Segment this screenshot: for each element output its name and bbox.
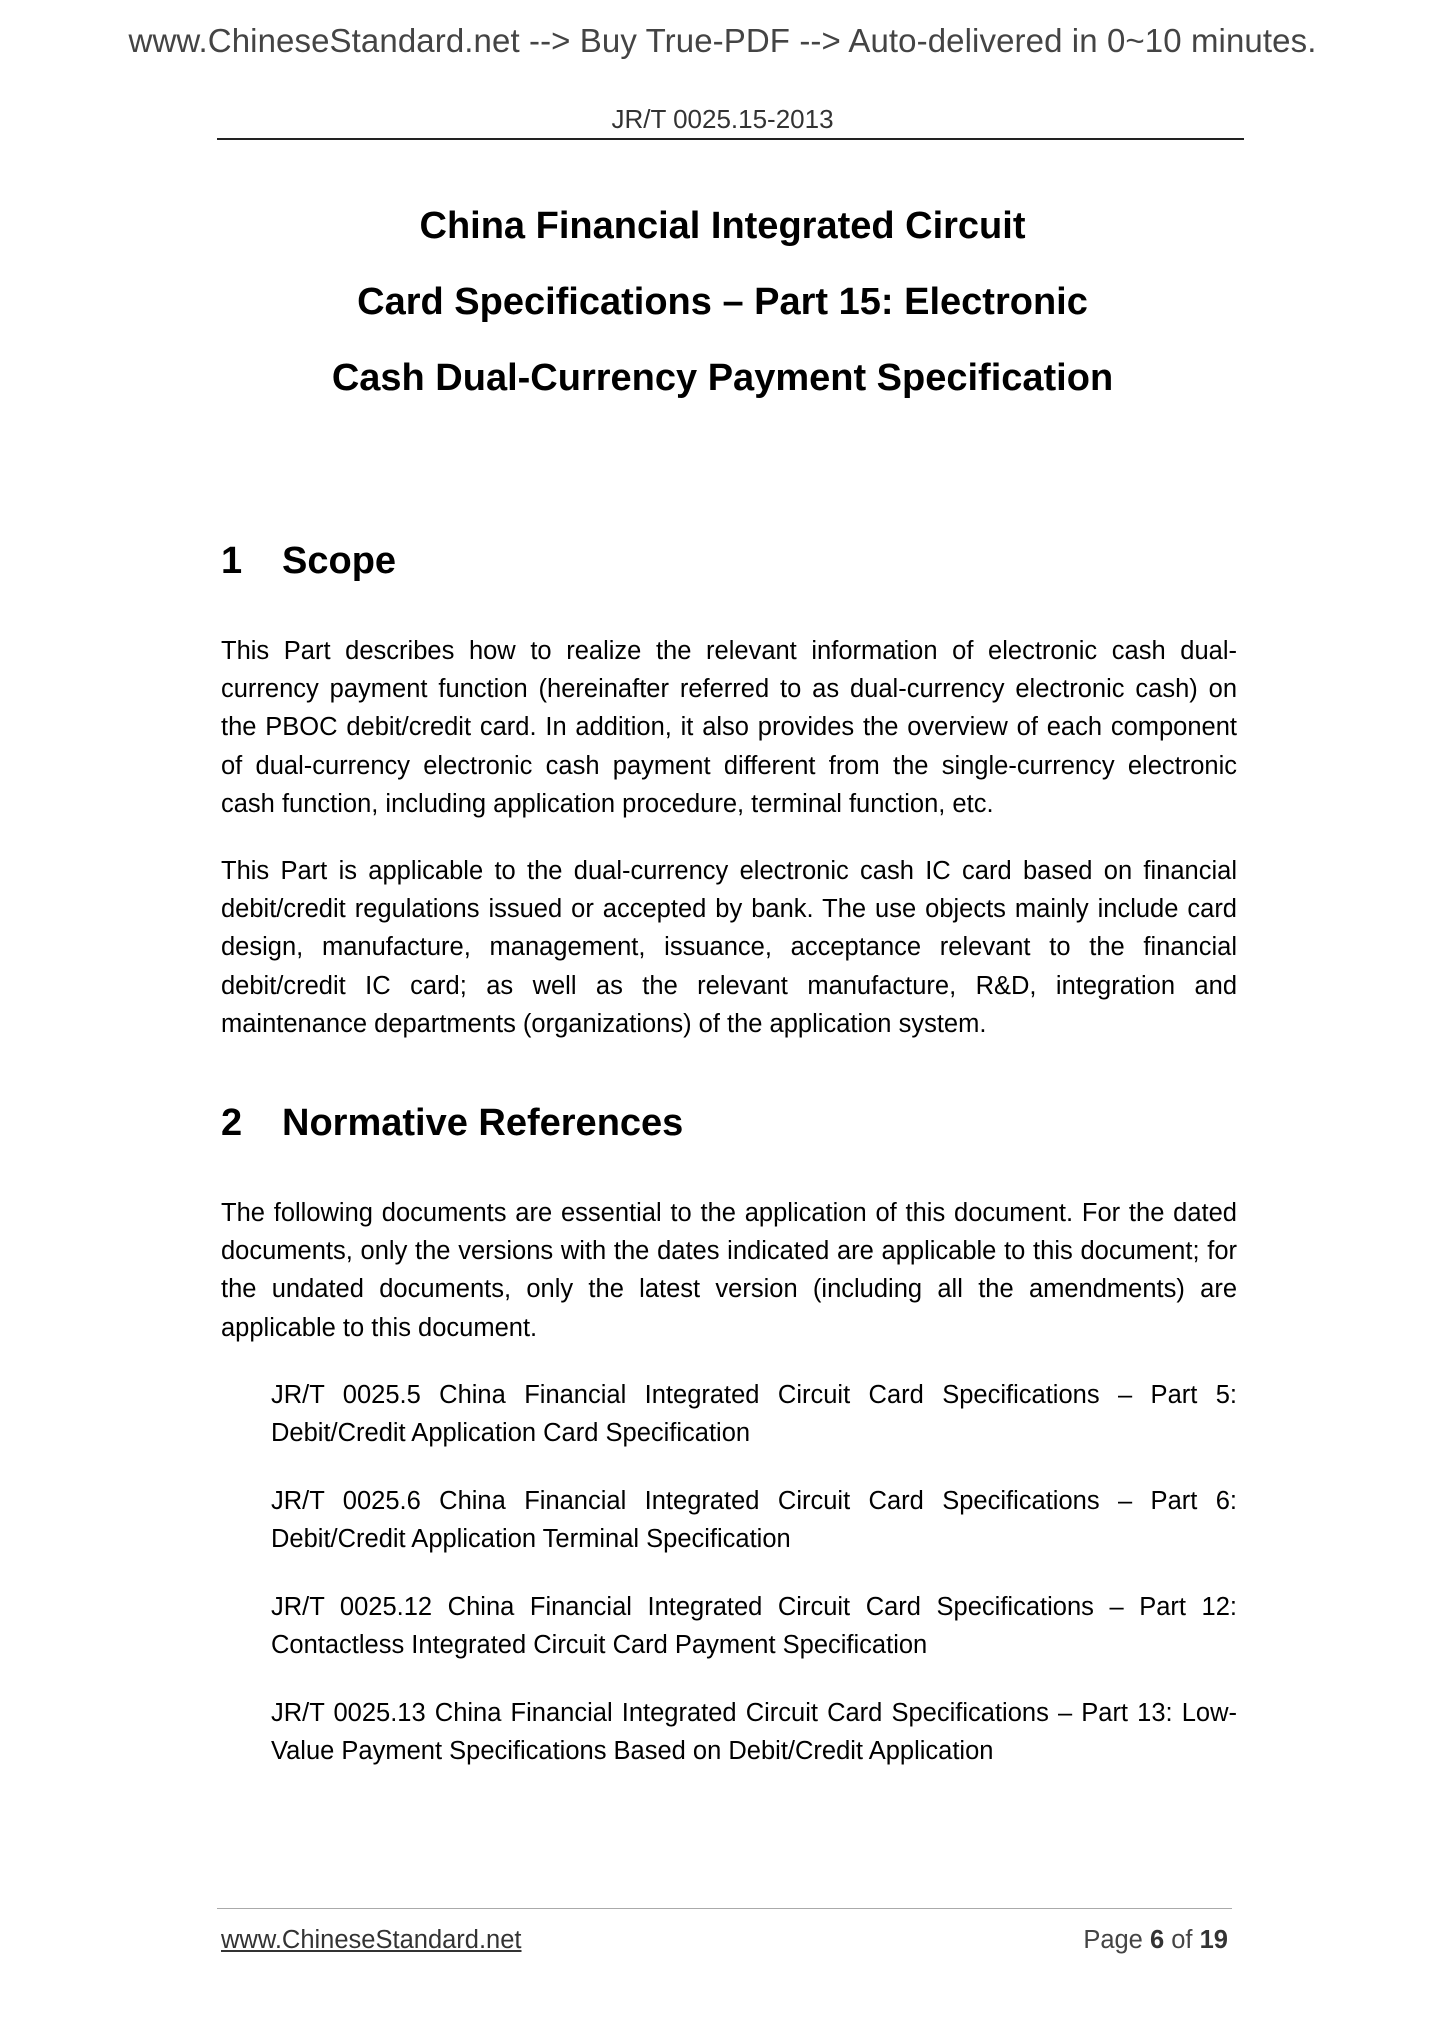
reference-item: JR/T 0025.6 China Financial Integrated Circuit Card Specifications – Part 6: Debit/Credit Application Terminal Specification	[271, 1487, 1237, 1554]
reference-item: JR/T 0025.13 China Financial Integrated Circuit Card Specifications – Part 13: Low-Value Payment Specifications Based on Debit/Credit Application	[271, 1699, 1237, 1766]
page-label: Page	[1083, 1926, 1143, 1954]
section-title: Normative References	[282, 1102, 684, 1144]
section-title: Scope	[282, 540, 397, 582]
site-banner: www.ChineseStandard.net --> Buy True-PDF --> Auto-delivered in 0~10 minutes.	[128, 22, 1317, 59]
scope-paragraph: This Part describes how to realize the relevant information of electronic cash dual-currency payment function (hereinafter referred to as dual-currency electronic cash) on the PBOC debit/credit card. In addition, it also provides the overview of each component of dual-currency electronic cash payment different from the single-currency electronic cash function, including application procedure, terminal function, etc.	[221, 637, 1237, 818]
section-number: 1	[221, 540, 243, 582]
page-indicator	[1083, 1926, 1228, 1955]
page-total: 19	[1199, 1926, 1228, 1954]
header-divider	[217, 138, 1244, 140]
section-heading-normative-references	[221, 1102, 683, 1145]
standard-code: JR/T 0025.15-2013	[611, 104, 834, 134]
page-of: of	[1171, 1926, 1193, 1954]
reference-item: JR/T 0025.12 China Financial Integrated Circuit Card Specifications – Part 12: Contactless Integrated Circuit Card Payment Specification	[271, 1593, 1237, 1660]
document-title	[150, 188, 1295, 416]
scope-paragraph: This Part is applicable to the dual-currency electronic cash IC card based on financial debit/credit regulations issued or accepted by bank. The use objects mainly include card design, manufacture, management, issuance, acceptance relevant to the financial debit/credit IC card; as well as the relevant manufacture, R&D, integration and maintenance departments (organizations) of the application system.	[221, 857, 1237, 1038]
title-line: China Financial Integrated Circuit	[419, 205, 1026, 247]
references-intro-paragraph: The following documents are essential to the application of this document. For the dated documents, only the versions with the dates indicated are applicable to this document; for the undated documents, only the latest version (including all the amendments) are applicable to this document.	[221, 1199, 1237, 1342]
title-line: Cash Dual-Currency Payment Specification	[331, 357, 1114, 399]
title-line: Card Specifications – Part 15: Electronic	[357, 281, 1088, 323]
footer-site-link[interactable]: www.ChineseStandard.net	[221, 1926, 522, 1954]
footer-divider	[217, 1908, 1232, 1909]
section-number: 2	[221, 1102, 243, 1144]
page-current: 6	[1149, 1926, 1165, 1954]
section-heading-scope	[221, 540, 396, 583]
reference-item: JR/T 0025.5 China Financial Integrated Circuit Card Specifications – Part 5: Debit/Credit Application Card Specification	[271, 1381, 1237, 1448]
